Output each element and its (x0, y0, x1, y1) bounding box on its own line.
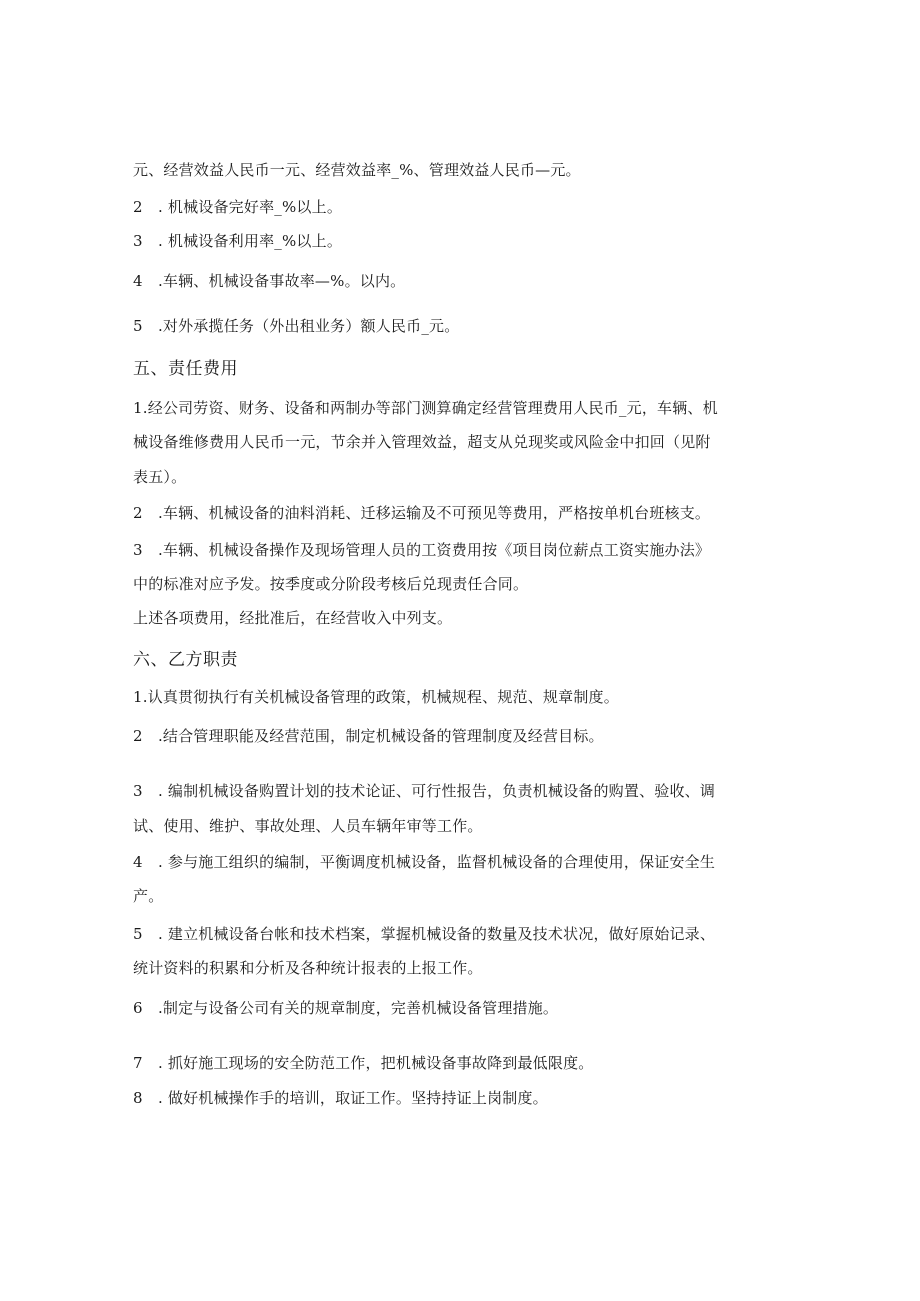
text-line: 1.认真贯彻执行有关机械设备管理的政策，机械规程、规范、规章制度。 (133, 688, 619, 706)
section-heading: 五、责任费用 (133, 359, 238, 379)
text-line: 产。 (133, 887, 164, 905)
text-line: 表五）。 (133, 468, 187, 486)
text-line: 中的标准对应予发。按季度或分阶段考核后兑现责任合同。 (133, 575, 529, 593)
text-line: 6 .制定与设备公司有关的规章制度，完善机械设备管理措施。 (133, 999, 559, 1017)
text-line: 械设备维修费用人民币一元，节余并入管理效益，超支从兑现奖或风险金中扣回（见附 (133, 433, 711, 451)
text-line: 5 .对外承揽任务（外出租业务）额人民币_元。 (133, 317, 460, 335)
text-line: 4 .车辆、机械设备事故率—%。以内。 (133, 272, 406, 290)
text-line: 统计资料的积累和分析及各种统计报表的上报工作。 (133, 959, 483, 977)
section-heading: 六、乙方职责 (133, 650, 238, 670)
text-line: 3 . 机械设备利用率_%以上。 (133, 232, 343, 250)
text-line: 2 . 机械设备完好率_%以上。 (133, 198, 343, 216)
text-line: 试、使用、维护、事故处理、人员车辆年审等工作。 (133, 817, 483, 835)
text-line: 7 . 抓好施工现场的安全防范工作，把机械设备事故降到最低限度。 (133, 1054, 594, 1072)
text-line: 上述各项费用，经批准后，在经营收入中列支。 (133, 609, 453, 627)
text-line: 元、经营效益人民币一元、经营效益率_%、管理效益人民币—元。 (133, 161, 581, 179)
text-line: 3 .车辆、机械设备操作及现场管理人员的工资费用按《项目岗位薪点工资实施办法》 (133, 541, 711, 559)
text-line: 8 . 做好机械操作手的培训，取证工作。坚持持证上岗制度。 (133, 1089, 548, 1107)
text-line: 1.经公司劳资、财务、设备和两制办等部门测算确定经营管理费用人民币_元，车辆、机 (133, 399, 718, 417)
text-line: 5 . 建立机械设备台帐和技术档案，掌握机械设备的数量及技术状况，做好原始记录、 (133, 925, 716, 943)
text-line: 4 . 参与施工组织的编制，平衡调度机械设备，监督机械设备的合理使用，保证安全生 (133, 853, 716, 871)
text-line: 2 .车辆、机械设备的油料消耗、迁移运输及不可预见等费用，严格按单机台班核支。 (133, 504, 711, 522)
text-line: 2 .结合管理职能及经营范围，制定机械设备的管理制度及经营目标。 (133, 727, 604, 745)
text-line: 3 . 编制机械设备购置计划的技术论证、可行性报告，负责机械设备的购置、验收、调 (133, 782, 716, 800)
